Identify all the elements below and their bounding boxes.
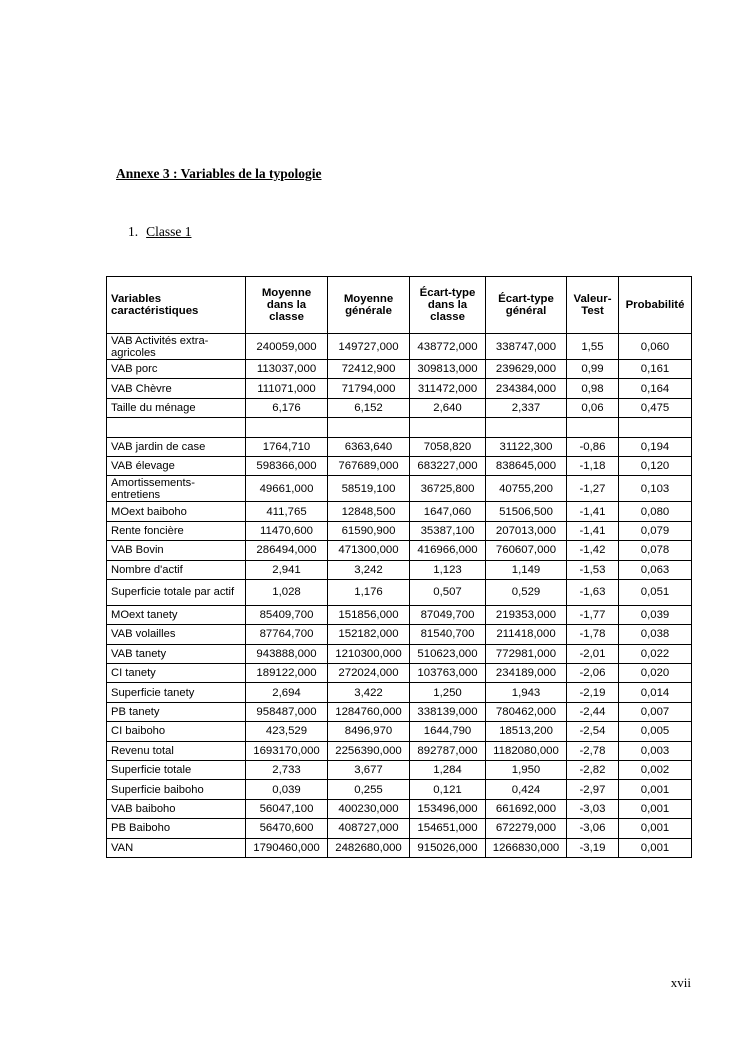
value-cell: 1764,710: [246, 437, 328, 456]
value-cell: 1,028: [246, 579, 328, 605]
value-cell: 780462,000: [486, 702, 567, 721]
value-cell: 8496,970: [328, 722, 410, 741]
variable-name-cell: VAB volailles: [107, 625, 246, 644]
page-number: xvii: [670, 975, 691, 990]
value-cell: 239629,000: [486, 360, 567, 379]
value-cell: 85409,700: [246, 605, 328, 624]
section-heading: [128, 224, 192, 240]
value-cell: -2,78: [567, 741, 619, 760]
table-row: [107, 334, 692, 360]
column-header: Écart-type général: [486, 277, 567, 334]
table-row: [107, 360, 692, 379]
value-cell: 683227,000: [410, 456, 486, 475]
value-cell: 36725,800: [410, 476, 486, 502]
table-row: [107, 579, 692, 605]
table-row: [107, 799, 692, 818]
table-row: [107, 605, 692, 624]
value-cell: 0,005: [619, 722, 692, 741]
value-cell: 1693170,000: [246, 741, 328, 760]
section-number: 1.: [128, 224, 139, 239]
value-cell: 915026,000: [410, 838, 486, 857]
value-cell: 0,060: [619, 334, 692, 360]
value-cell: 1,149: [486, 560, 567, 579]
value-cell: 2482680,000: [328, 838, 410, 857]
value-cell: -2,19: [567, 683, 619, 702]
value-cell: 219353,000: [486, 605, 567, 624]
value-cell: 672279,000: [486, 819, 567, 838]
variable-name-cell: Superficie tanety: [107, 683, 246, 702]
value-cell: 0,529: [486, 579, 567, 605]
value-cell: 661692,000: [486, 799, 567, 818]
value-cell: -0,86: [567, 437, 619, 456]
table-row: [107, 476, 692, 502]
column-header: Moyenne dans la classe: [246, 277, 328, 334]
value-cell: 2,733: [246, 761, 328, 780]
value-cell: [619, 418, 692, 437]
value-cell: -2,06: [567, 664, 619, 683]
table-row: [107, 398, 692, 417]
value-cell: -1,18: [567, 456, 619, 475]
table-row: [107, 702, 692, 721]
column-header: Valeur-Test: [567, 277, 619, 334]
value-cell: 154651,000: [410, 819, 486, 838]
value-cell: 6,176: [246, 398, 328, 417]
variable-name-cell: Revenu total: [107, 741, 246, 760]
table-row: [107, 521, 692, 540]
value-cell: 211418,000: [486, 625, 567, 644]
value-cell: 338139,000: [410, 702, 486, 721]
value-cell: 49661,000: [246, 476, 328, 502]
value-cell: 56047,100: [246, 799, 328, 818]
variable-name-cell: PB tanety: [107, 702, 246, 721]
value-cell: 309813,000: [410, 360, 486, 379]
table-row: [107, 541, 692, 560]
value-cell: 760607,000: [486, 541, 567, 560]
value-cell: 0,475: [619, 398, 692, 417]
value-cell: 103763,000: [410, 664, 486, 683]
value-cell: -3,03: [567, 799, 619, 818]
value-cell: [486, 418, 567, 437]
value-cell: 7058,820: [410, 437, 486, 456]
value-cell: 471300,000: [328, 541, 410, 560]
value-cell: 234384,000: [486, 379, 567, 398]
variable-name-cell: VAB jardin de case: [107, 437, 246, 456]
variable-name-cell: Superficie totale: [107, 761, 246, 780]
value-cell: 0,039: [619, 605, 692, 624]
value-cell: 31122,300: [486, 437, 567, 456]
value-cell: 0,038: [619, 625, 692, 644]
variable-name-cell: VAB Activités extra-agricoles: [107, 334, 246, 360]
value-cell: 408727,000: [328, 819, 410, 838]
value-cell: 18513,200: [486, 722, 567, 741]
value-cell: 0,020: [619, 664, 692, 683]
value-cell: 3,677: [328, 761, 410, 780]
value-cell: 838645,000: [486, 456, 567, 475]
value-cell: 234189,000: [486, 664, 567, 683]
table-row: [107, 722, 692, 741]
value-cell: -3,19: [567, 838, 619, 857]
value-cell: 3,422: [328, 683, 410, 702]
value-cell: -2,97: [567, 780, 619, 799]
value-cell: 0,164: [619, 379, 692, 398]
value-cell: 0,507: [410, 579, 486, 605]
value-cell: 958487,000: [246, 702, 328, 721]
value-cell: 0,001: [619, 799, 692, 818]
value-cell: -1,27: [567, 476, 619, 502]
value-cell: 416966,000: [410, 541, 486, 560]
table-row: [107, 437, 692, 456]
variable-name-cell: Taille du ménage: [107, 398, 246, 417]
value-cell: [567, 418, 619, 437]
value-cell: 61590,900: [328, 521, 410, 540]
value-cell: -1,41: [567, 502, 619, 521]
variable-name-cell: Amortissements-entretiens: [107, 476, 246, 502]
value-cell: 87049,700: [410, 605, 486, 624]
table-spacer-row: [107, 418, 692, 437]
value-cell: 149727,000: [328, 334, 410, 360]
value-cell: 1,950: [486, 761, 567, 780]
value-cell: 12848,500: [328, 502, 410, 521]
value-cell: 2256390,000: [328, 741, 410, 760]
value-cell: 189122,000: [246, 664, 328, 683]
table-row: [107, 819, 692, 838]
value-cell: -2,54: [567, 722, 619, 741]
value-cell: -1,53: [567, 560, 619, 579]
value-cell: -2,01: [567, 644, 619, 663]
value-cell: 56470,600: [246, 819, 328, 838]
typology-table: [106, 276, 692, 858]
table-row: [107, 741, 692, 760]
table-row: [107, 502, 692, 521]
value-cell: 0,063: [619, 560, 692, 579]
value-cell: 0,079: [619, 521, 692, 540]
column-header: Moyenne générale: [328, 277, 410, 334]
value-cell: 35387,100: [410, 521, 486, 540]
value-cell: 772981,000: [486, 644, 567, 663]
value-cell: [328, 418, 410, 437]
value-cell: 411,765: [246, 502, 328, 521]
value-cell: 51506,500: [486, 502, 567, 521]
value-cell: 87764,700: [246, 625, 328, 644]
value-cell: 0,078: [619, 541, 692, 560]
value-cell: 58519,100: [328, 476, 410, 502]
value-cell: 272024,000: [328, 664, 410, 683]
value-cell: 0,121: [410, 780, 486, 799]
value-cell: -1,41: [567, 521, 619, 540]
table-body: [107, 334, 692, 858]
value-cell: 6,152: [328, 398, 410, 417]
value-cell: 0,080: [619, 502, 692, 521]
section-label: Classe 1: [146, 224, 192, 239]
value-cell: 1210300,000: [328, 644, 410, 663]
table-header-row: [107, 277, 692, 334]
value-cell: 0,002: [619, 761, 692, 780]
value-cell: 0,98: [567, 379, 619, 398]
value-cell: 1790460,000: [246, 838, 328, 857]
value-cell: 153496,000: [410, 799, 486, 818]
value-cell: 2,694: [246, 683, 328, 702]
table-row: [107, 456, 692, 475]
variable-name-cell: VAB baiboho: [107, 799, 246, 818]
value-cell: 1182080,000: [486, 741, 567, 760]
column-header: Probabilité: [619, 277, 692, 334]
variable-name-cell: MOext tanety: [107, 605, 246, 624]
value-cell: 767689,000: [328, 456, 410, 475]
table-row: [107, 664, 692, 683]
value-cell: 6363,640: [328, 437, 410, 456]
value-cell: 400230,000: [328, 799, 410, 818]
variable-name-cell: MOext baiboho: [107, 502, 246, 521]
value-cell: 286494,000: [246, 541, 328, 560]
value-cell: 438772,000: [410, 334, 486, 360]
variable-name-cell: VAB élevage: [107, 456, 246, 475]
value-cell: 598366,000: [246, 456, 328, 475]
table-row: [107, 644, 692, 663]
value-cell: 207013,000: [486, 521, 567, 540]
value-cell: 1647,060: [410, 502, 486, 521]
value-cell: 1644,790: [410, 722, 486, 741]
value-cell: 1,123: [410, 560, 486, 579]
value-cell: 1,176: [328, 579, 410, 605]
variable-name-cell: Superficie totale par actif: [107, 579, 246, 605]
value-cell: 943888,000: [246, 644, 328, 663]
variable-name-cell: PB Baiboho: [107, 819, 246, 838]
value-cell: -1,63: [567, 579, 619, 605]
table-row: [107, 761, 692, 780]
value-cell: 311472,000: [410, 379, 486, 398]
value-cell: 72412,900: [328, 360, 410, 379]
value-cell: 240059,000: [246, 334, 328, 360]
variable-name-cell: VAB Chèvre: [107, 379, 246, 398]
value-cell: 0,022: [619, 644, 692, 663]
value-cell: 423,529: [246, 722, 328, 741]
value-cell: 0,161: [619, 360, 692, 379]
value-cell: 0,001: [619, 838, 692, 857]
value-cell: 113037,000: [246, 360, 328, 379]
value-cell: 1,55: [567, 334, 619, 360]
value-cell: 0,424: [486, 780, 567, 799]
value-cell: 0,001: [619, 780, 692, 799]
value-cell: 151856,000: [328, 605, 410, 624]
table-row: [107, 625, 692, 644]
value-cell: -1,42: [567, 541, 619, 560]
table-row: [107, 780, 692, 799]
table-row: [107, 560, 692, 579]
variable-name-cell: VAN: [107, 838, 246, 857]
value-cell: 1,284: [410, 761, 486, 780]
value-cell: 1284760,000: [328, 702, 410, 721]
table-row: [107, 838, 692, 857]
variable-name-cell: [107, 418, 246, 437]
value-cell: [246, 418, 328, 437]
value-cell: 0,014: [619, 683, 692, 702]
value-cell: 1266830,000: [486, 838, 567, 857]
value-cell: 0,039: [246, 780, 328, 799]
variable-name-cell: CI tanety: [107, 664, 246, 683]
variable-name-cell: CI baiboho: [107, 722, 246, 741]
value-cell: 2,941: [246, 560, 328, 579]
value-cell: 40755,200: [486, 476, 567, 502]
value-cell: -1,78: [567, 625, 619, 644]
value-cell: 0,003: [619, 741, 692, 760]
variable-name-cell: Superficie baiboho: [107, 780, 246, 799]
value-cell: 0,007: [619, 702, 692, 721]
column-header: Variables caractéristiques: [107, 277, 246, 334]
value-cell: 81540,700: [410, 625, 486, 644]
value-cell: -1,77: [567, 605, 619, 624]
column-header: Écart-type dans la classe: [410, 277, 486, 334]
value-cell: 2,640: [410, 398, 486, 417]
value-cell: 0,120: [619, 456, 692, 475]
annex-title: Annexe 3 : Variables de la typologie: [116, 166, 322, 181]
variable-name-cell: Nombre d'actif: [107, 560, 246, 579]
value-cell: 0,06: [567, 398, 619, 417]
value-cell: 892787,000: [410, 741, 486, 760]
variable-name-cell: VAB tanety: [107, 644, 246, 663]
value-cell: 0,103: [619, 476, 692, 502]
table-row: [107, 683, 692, 702]
value-cell: 0,001: [619, 819, 692, 838]
value-cell: 0,051: [619, 579, 692, 605]
value-cell: 2,337: [486, 398, 567, 417]
value-cell: -3,06: [567, 819, 619, 838]
value-cell: [410, 418, 486, 437]
value-cell: -2,82: [567, 761, 619, 780]
value-cell: 111071,000: [246, 379, 328, 398]
value-cell: 0,99: [567, 360, 619, 379]
value-cell: -2,44: [567, 702, 619, 721]
value-cell: 0,194: [619, 437, 692, 456]
value-cell: 1,250: [410, 683, 486, 702]
value-cell: 71794,000: [328, 379, 410, 398]
value-cell: 338747,000: [486, 334, 567, 360]
value-cell: 11470,600: [246, 521, 328, 540]
value-cell: 152182,000: [328, 625, 410, 644]
table-row: [107, 379, 692, 398]
variable-name-cell: VAB porc: [107, 360, 246, 379]
variable-name-cell: Rente foncière: [107, 521, 246, 540]
value-cell: 3,242: [328, 560, 410, 579]
value-cell: 510623,000: [410, 644, 486, 663]
variable-name-cell: VAB Bovin: [107, 541, 246, 560]
value-cell: 1,943: [486, 683, 567, 702]
value-cell: 0,255: [328, 780, 410, 799]
